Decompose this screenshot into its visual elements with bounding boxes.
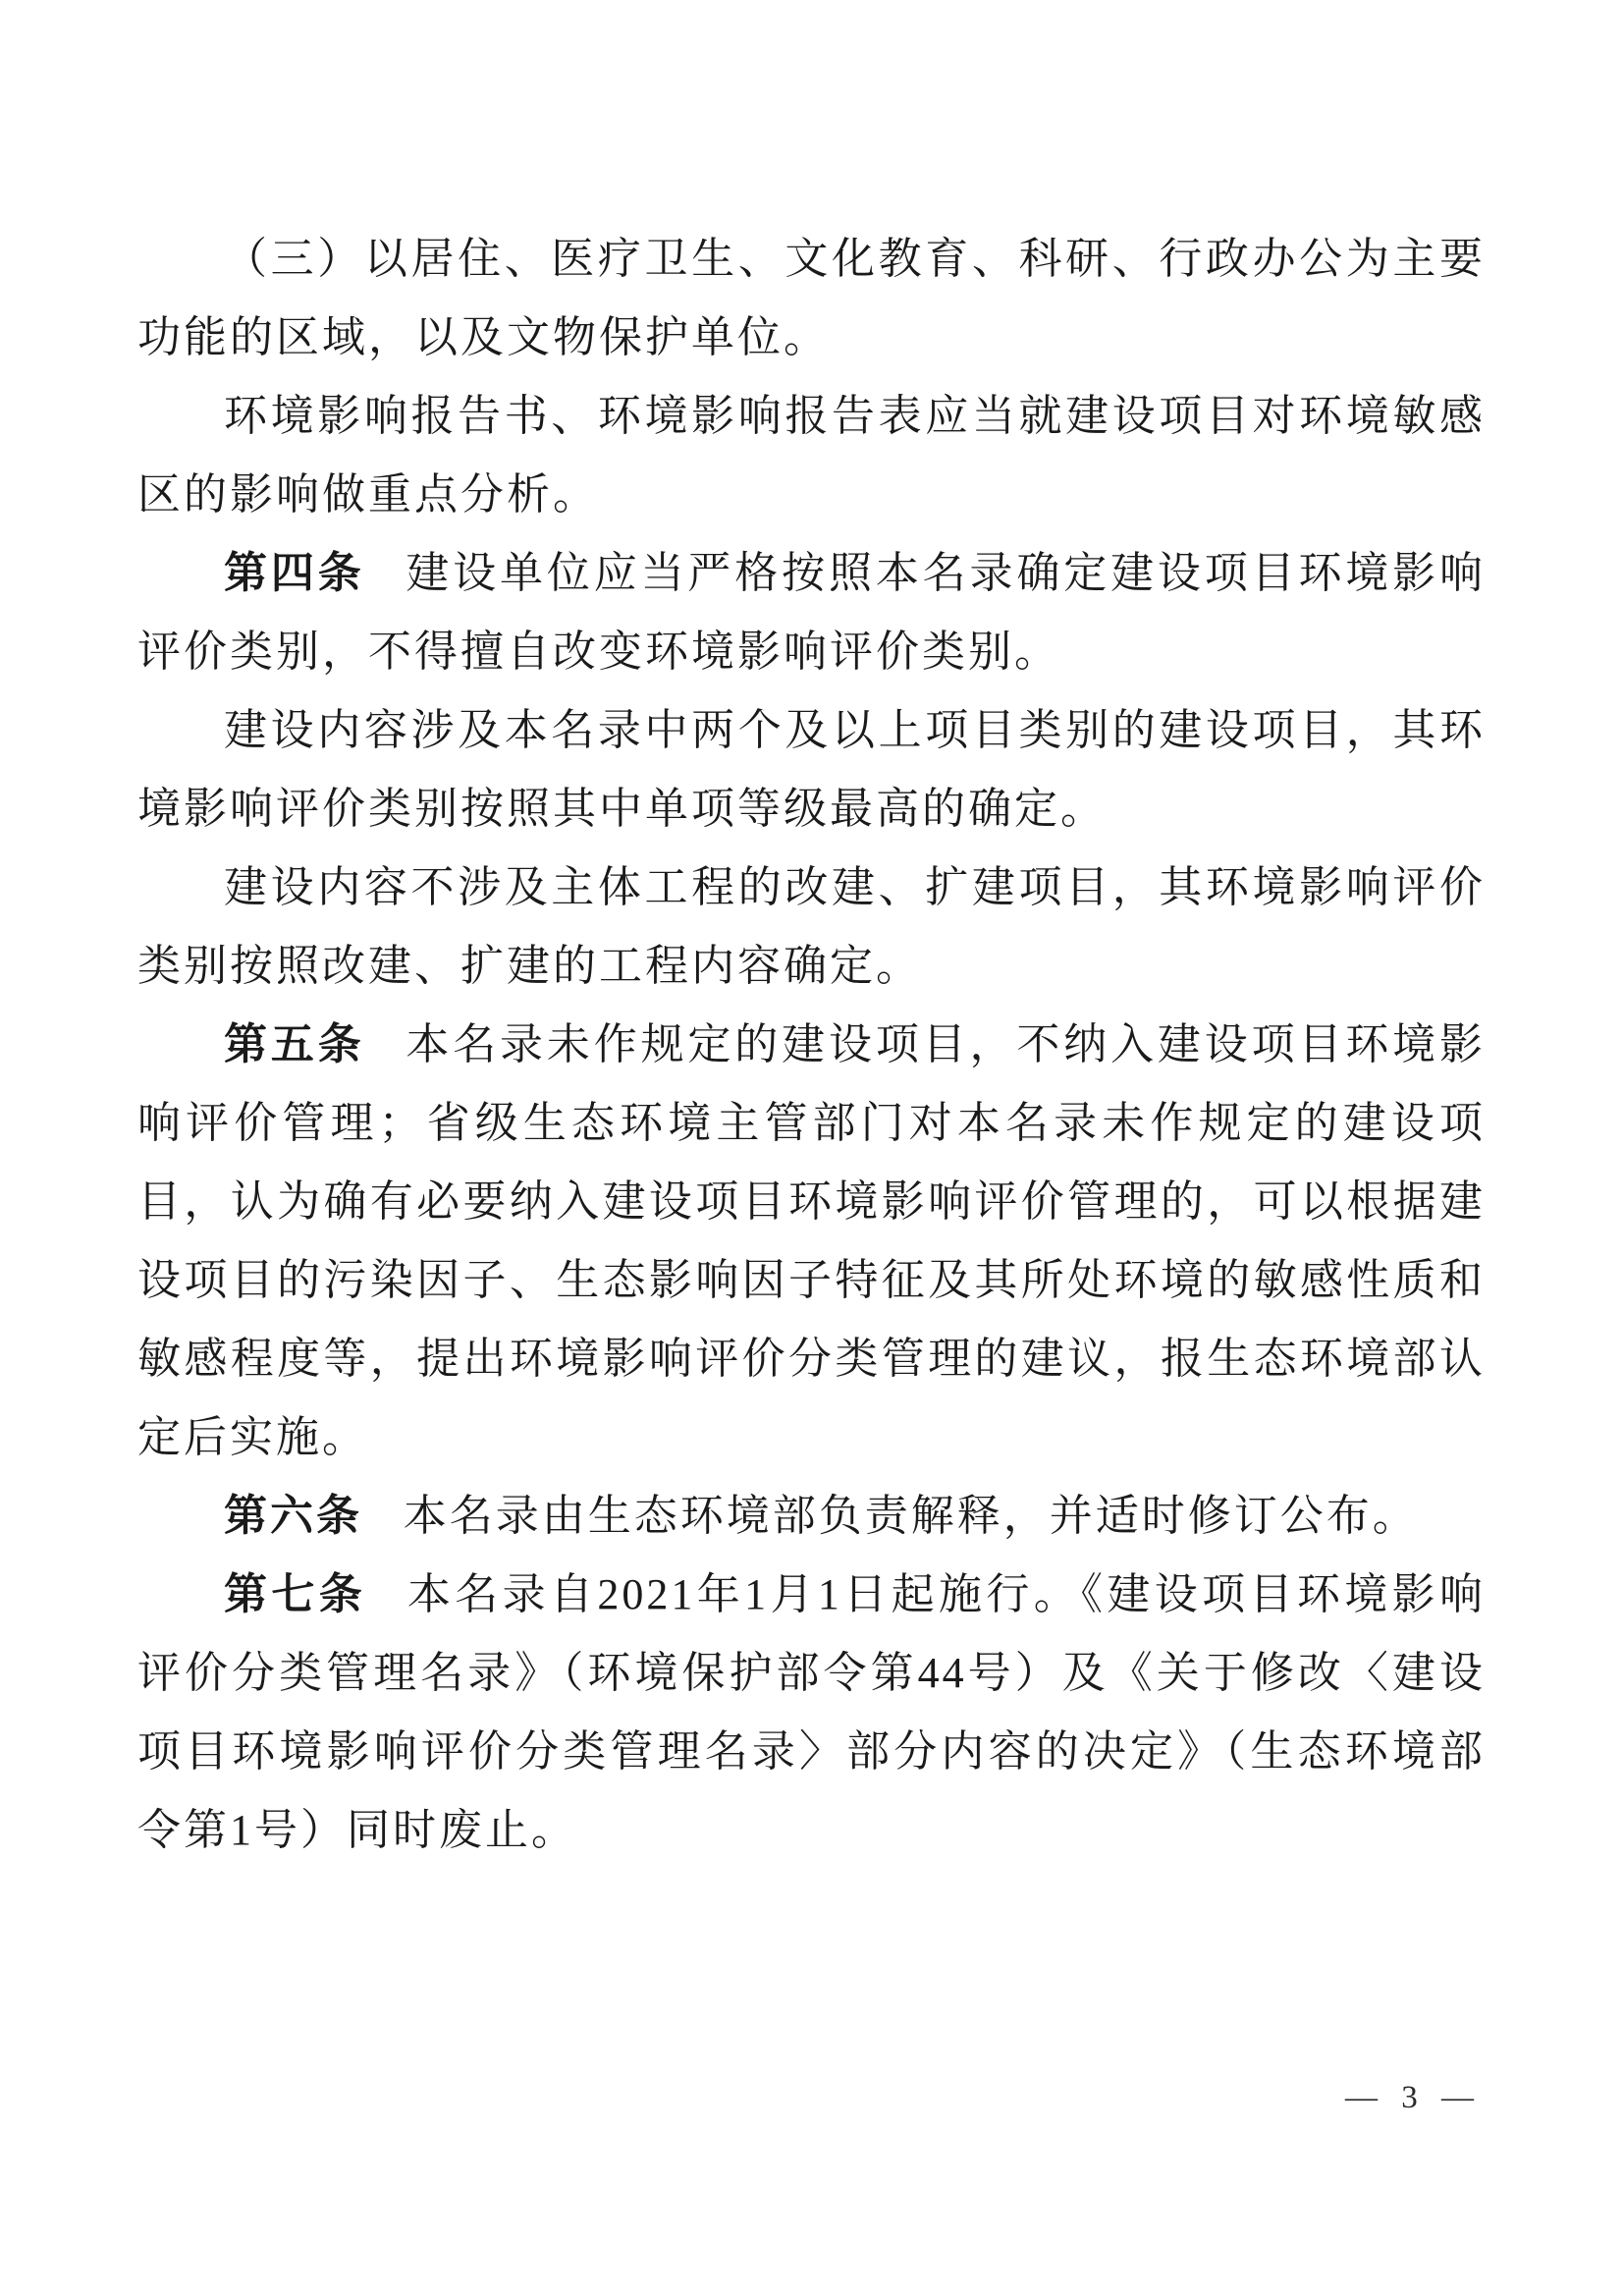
paragraph-eia-report-analysis <box>137 377 1486 534</box>
paragraph-text: 本名录未作规定的建设项目，不纳入建设项目环境影响评价管理；省级生态环境主管部门对本名录未作规定的建设项目，认为确有必要纳入建设项目环境影响评价管理的，可以根据建设项目的污染因子、生态影响因子特征及其所处环境的敏感性质和敏感程度等，提出环境影响评价分类管理的建议，报生态环境部认定后实施。 <box>137 1020 1487 1461</box>
paragraph-article-4-clause-3 <box>137 848 1486 1006</box>
paragraph-article-5 <box>137 1006 1486 1477</box>
paragraph-text: （三）以居住、医疗卫生、文化教育、科研、行政办公为主要功能的区域，以及文物保护单位。 <box>137 235 1486 361</box>
paragraph-text: 建设内容涉及本名录中两个及以上项目类别的建设项目，其环境影响评价类别按照其中单项等级最高的确定。 <box>137 706 1486 833</box>
paragraph-text: 本名录自2021年1月1日起施行。《建设项目环境影响评价分类管理名录》（环境保护部令第44号）及《关于修改〈建设项目环境影响评价分类管理名录〉部分内容的决定》（生态环境部令第1号）同时废止。 <box>137 1570 1487 1854</box>
article-6-label: 第六条 <box>224 1492 362 1540</box>
paragraph-item-3-continuation <box>137 220 1486 377</box>
page-footer <box>1345 2080 1482 2116</box>
paragraph-article-7 <box>137 1556 1486 1870</box>
article-7-label: 第七条 <box>224 1570 367 1618</box>
paragraph-article-4 <box>137 534 1486 691</box>
paragraph-article-6 <box>137 1477 1486 1556</box>
article-4-label: 第四条 <box>224 549 365 597</box>
paragraph-text: 建设内容不涉及主体工程的改建、扩建项目，其环境影响评价类别按照改建、扩建的工程内容确定。 <box>137 863 1486 990</box>
paragraph-text: 建设单位应当严格按照本名录确定建设项目环境影响评价类别，不得擅自改变环境影响评价类别。 <box>137 549 1487 676</box>
article-5-label: 第五条 <box>224 1020 365 1068</box>
paragraph-text: 本名录由生态环境部负责解释，并适时修订公布。 <box>403 1492 1419 1540</box>
paragraph-text: 环境影响报告书、环境影响报告表应当就建设项目对环境敏感区的影响做重点分析。 <box>137 392 1486 519</box>
paragraph-article-4-clause-2 <box>137 691 1486 848</box>
page-number: — 3 — <box>1345 2080 1482 2115</box>
document-body <box>137 220 1486 1870</box>
